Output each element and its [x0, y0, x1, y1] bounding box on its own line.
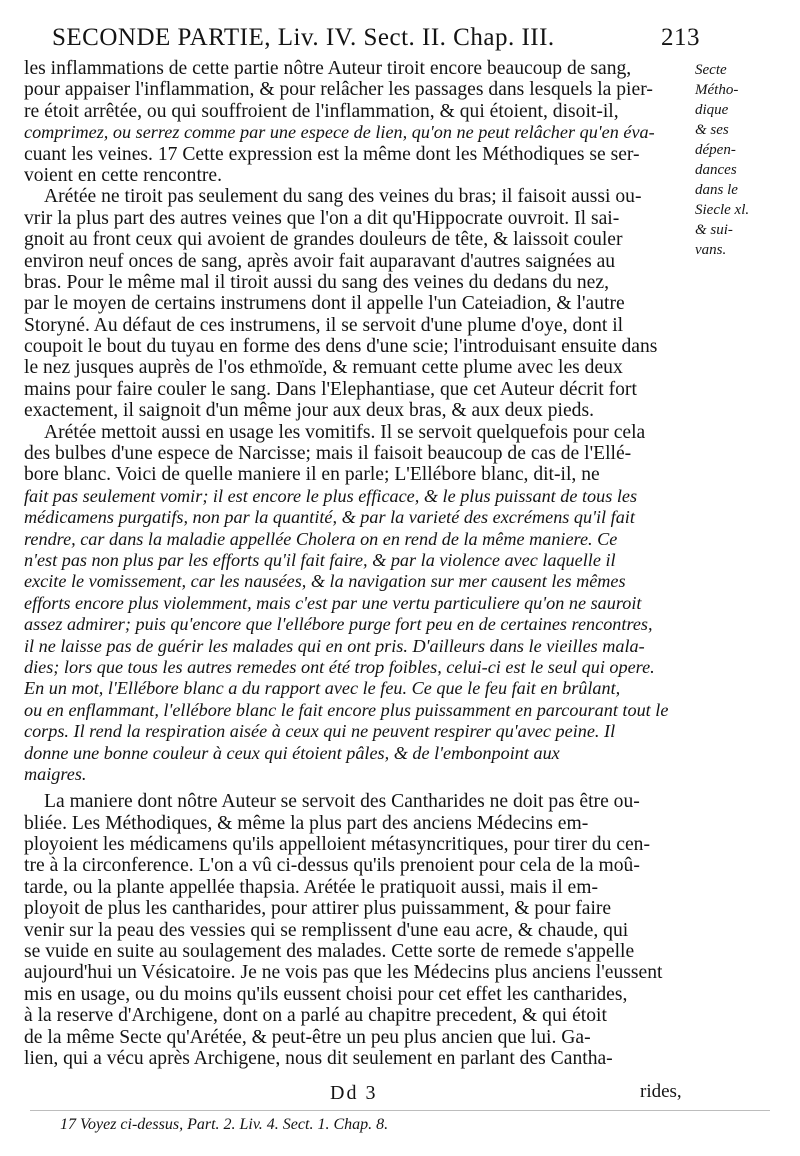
text-line: bras. Pour le même mal il tiroit aussi du sang des veines du dedans du nez, — [24, 271, 609, 293]
text-line: tarde, ou la plante appellée thapsia. Arétée le pratiquoit aussi, mais il em- — [24, 876, 599, 898]
margin-note-line: Secte — [695, 62, 727, 78]
text-line: tre à la circonference. L'on a vû ci-dessus qu'ils prenoient pour cela de la moû- — [24, 855, 640, 877]
text-line: environ neuf onces de sang, après avoir fait auparavant d'autres saignées au — [24, 250, 616, 272]
text-line: médicamens purgatifs, non par la quantité, & par la varieté des excrémens qu'il fait — [24, 507, 635, 528]
text-line: voient en cette rencontre. — [24, 164, 223, 186]
text-line: assez admirer; puis qu'encore que l'ellébore purge fort peu en de certaines rencontres, — [24, 614, 653, 635]
body-text — [24, 58, 694, 1069]
catchword: rides, — [640, 1081, 682, 1102]
text-line: il ne laisse pas de guérir les malades qui en ont pris. D'ailleurs dans le vieilles mala- — [24, 635, 645, 656]
margin-note-line: dépen- — [695, 142, 736, 158]
text-line: n'est pas non plus par les efforts qu'il fait faire, & par la violence avec laquelle il — [24, 549, 616, 570]
text-line: Arétée ne tiroit pas seulement du sang des veines du bras; il faisoit aussi ou- — [44, 186, 642, 208]
margin-note-line: & sui- — [695, 222, 733, 238]
text-line: comprimez, ou serrez comme par une espece de lien, qu'on ne peut relâcher qu'en éva- — [24, 122, 655, 143]
text-line: Arétée mettoit aussi en usage les vomitifs. Il se servoit quelquefois pour cela — [44, 421, 646, 443]
text-line: bliée. Les Méthodiques, & même la plus part des anciens Médecins em- — [24, 812, 589, 834]
margin-note — [695, 60, 765, 260]
running-title: SECONDE PARTIE, Liv. IV. Sect. II. Chap. III. — [52, 24, 555, 51]
text-line: à la reserve d'Archigene, dont on a parlé au chapitre precedent, & qui étoit — [24, 1005, 607, 1027]
text-line: lien, qui a vécu après Archigene, nous dit seulement en parlant des Cantha- — [24, 1047, 613, 1069]
text-line: ployoit de plus les cantharides, pour attirer plus puissamment, & pour faire — [24, 898, 612, 920]
text-line: Storyné. Au défaut de ces instrumens, il se servoit d'une plume d'oye, dont il — [24, 314, 624, 336]
text-line: par le moyen de certains instrumens dont il appelle l'un Cateiadion, & l'autre — [24, 293, 625, 315]
text-line: rendre, car dans la maladie appellée Cholera on en rend de la même maniere. Ce — [24, 528, 618, 549]
text-line: le nez jusques auprès de l'os ethmoïde, & remuant cette plume avec les deux — [24, 357, 623, 379]
printer-signature: Dd 3 — [330, 1082, 378, 1104]
text-line: les inflammations de cette partie nôtre Auteur tiroit encore beaucoup de sang, — [24, 58, 632, 79]
page-number: 213 — [661, 24, 700, 51]
margin-note-line: Métho- — [695, 82, 739, 98]
text-line: mains pour faire couler le sang. Dans l'Elephantiase, que cet Auteur décrit fort — [24, 378, 637, 400]
text-line: En un mot, l'Ellébore blanc a du rapport avec le feu. Ce que le feu fait en brûlant, — [24, 678, 621, 699]
text-line: aujourd'hui un Vésicatoire. Je ne vois pas que les Médecins plus anciens l'eussent — [24, 962, 663, 984]
text-line: re étoit arrêtée, ou qui souffroient de l'inflammation, & qui étoient, disoit-il, — [24, 100, 619, 122]
footnote: 17 Voyez ci-dessus, Part. 2. Liv. 4. Sect. 1. Chap. 8. — [60, 1116, 389, 1133]
text-line: corps. Il rend la respiration aisée à ceux qui ne peuvent respirer qu'avec peine. Il — [24, 721, 616, 742]
margin-note-line: dans le — [695, 182, 738, 198]
text-line: fait pas seulement vomir; il est encore le plus efficace, & le plus puissant de tous les — [24, 485, 638, 506]
margin-note-line: Siecle xl. — [695, 202, 750, 218]
text-line: efforts encore plus violemment, mais c'est par une vertu particuliere qu'on ne sauroit — [24, 592, 642, 613]
text-line: ployoient les médicamens qu'ils appelloient métasyncritiques, pour tirer du cen- — [24, 834, 651, 856]
margin-note-line: & ses — [695, 122, 729, 138]
text-line: coupoit le bout du tuyau en forme des dens d'une scie; l'introduisant ensuite dans — [24, 336, 658, 358]
text-line: gnoit au front ceux qui avoient de grandes douleurs de tête, & laissoit couler — [24, 229, 623, 251]
text-line: des bulbes d'une espece de Narcisse; mais il faisoit beaucoup de cas de l'Ellé- — [24, 443, 632, 465]
text-line: pour appaiser l'inflammation, & pour relâcher les passages dans lesquels la pier- — [24, 79, 653, 101]
margin-note-line: vans. — [695, 242, 727, 258]
text-line: se vuide en suite au soulagement des malades. Cette sorte de remede s'appelle — [24, 941, 635, 963]
text-line: excite le vomissement, car les nausées, & la navigation sur mer causent les mêmes — [24, 571, 626, 592]
text-line: bore blanc. Voici de quelle maniere il en parle; L'Ellébore blanc, dit-il, ne — [24, 464, 600, 486]
margin-note-line: dances — [695, 162, 737, 178]
text-line: La maniere dont nôtre Auteur se servoit des Cantharides ne doit pas être ou- — [44, 791, 640, 813]
text-line: de la même Secte qu'Arétée, & peut-être un peu plus ancien que lui. Ga- — [24, 1026, 591, 1048]
margin-note-line: dique — [695, 102, 729, 118]
text-line: mis en usage, ou du moins qu'ils eussent choisi pour cet effet les cantharides, — [24, 983, 628, 1005]
running-header — [40, 22, 700, 56]
text-line: venir sur la peau des vessies qui se remplissent d'une eau acre, & chaude, qui — [24, 919, 629, 941]
footnote-rule — [30, 1110, 770, 1111]
text-line: cuant les veines. 17 Cette expression est la même dont les Méthodiques se ser- — [24, 143, 640, 165]
text-line: donne une bonne couleur à ceux qui étoient pâles, & de l'embonpoint aux — [24, 742, 560, 763]
text-line: ou en enflammant, l'ellébore blanc le fait encore plus puissamment en parcourant tout le — [24, 699, 669, 720]
text-line: exactement, il saignoit d'un même jour aux deux bras, & aux deux pieds. — [24, 400, 594, 422]
text-line: vrir la plus part des autres veines que l'on a dit qu'Hippocrate ouvroit. Il sai- — [24, 207, 620, 229]
text-line: dies; lors que tous les autres remedes ont été trop foibles, celui-ci est le seul qui opere. — [24, 656, 655, 677]
text-line: maigres. — [24, 763, 87, 784]
